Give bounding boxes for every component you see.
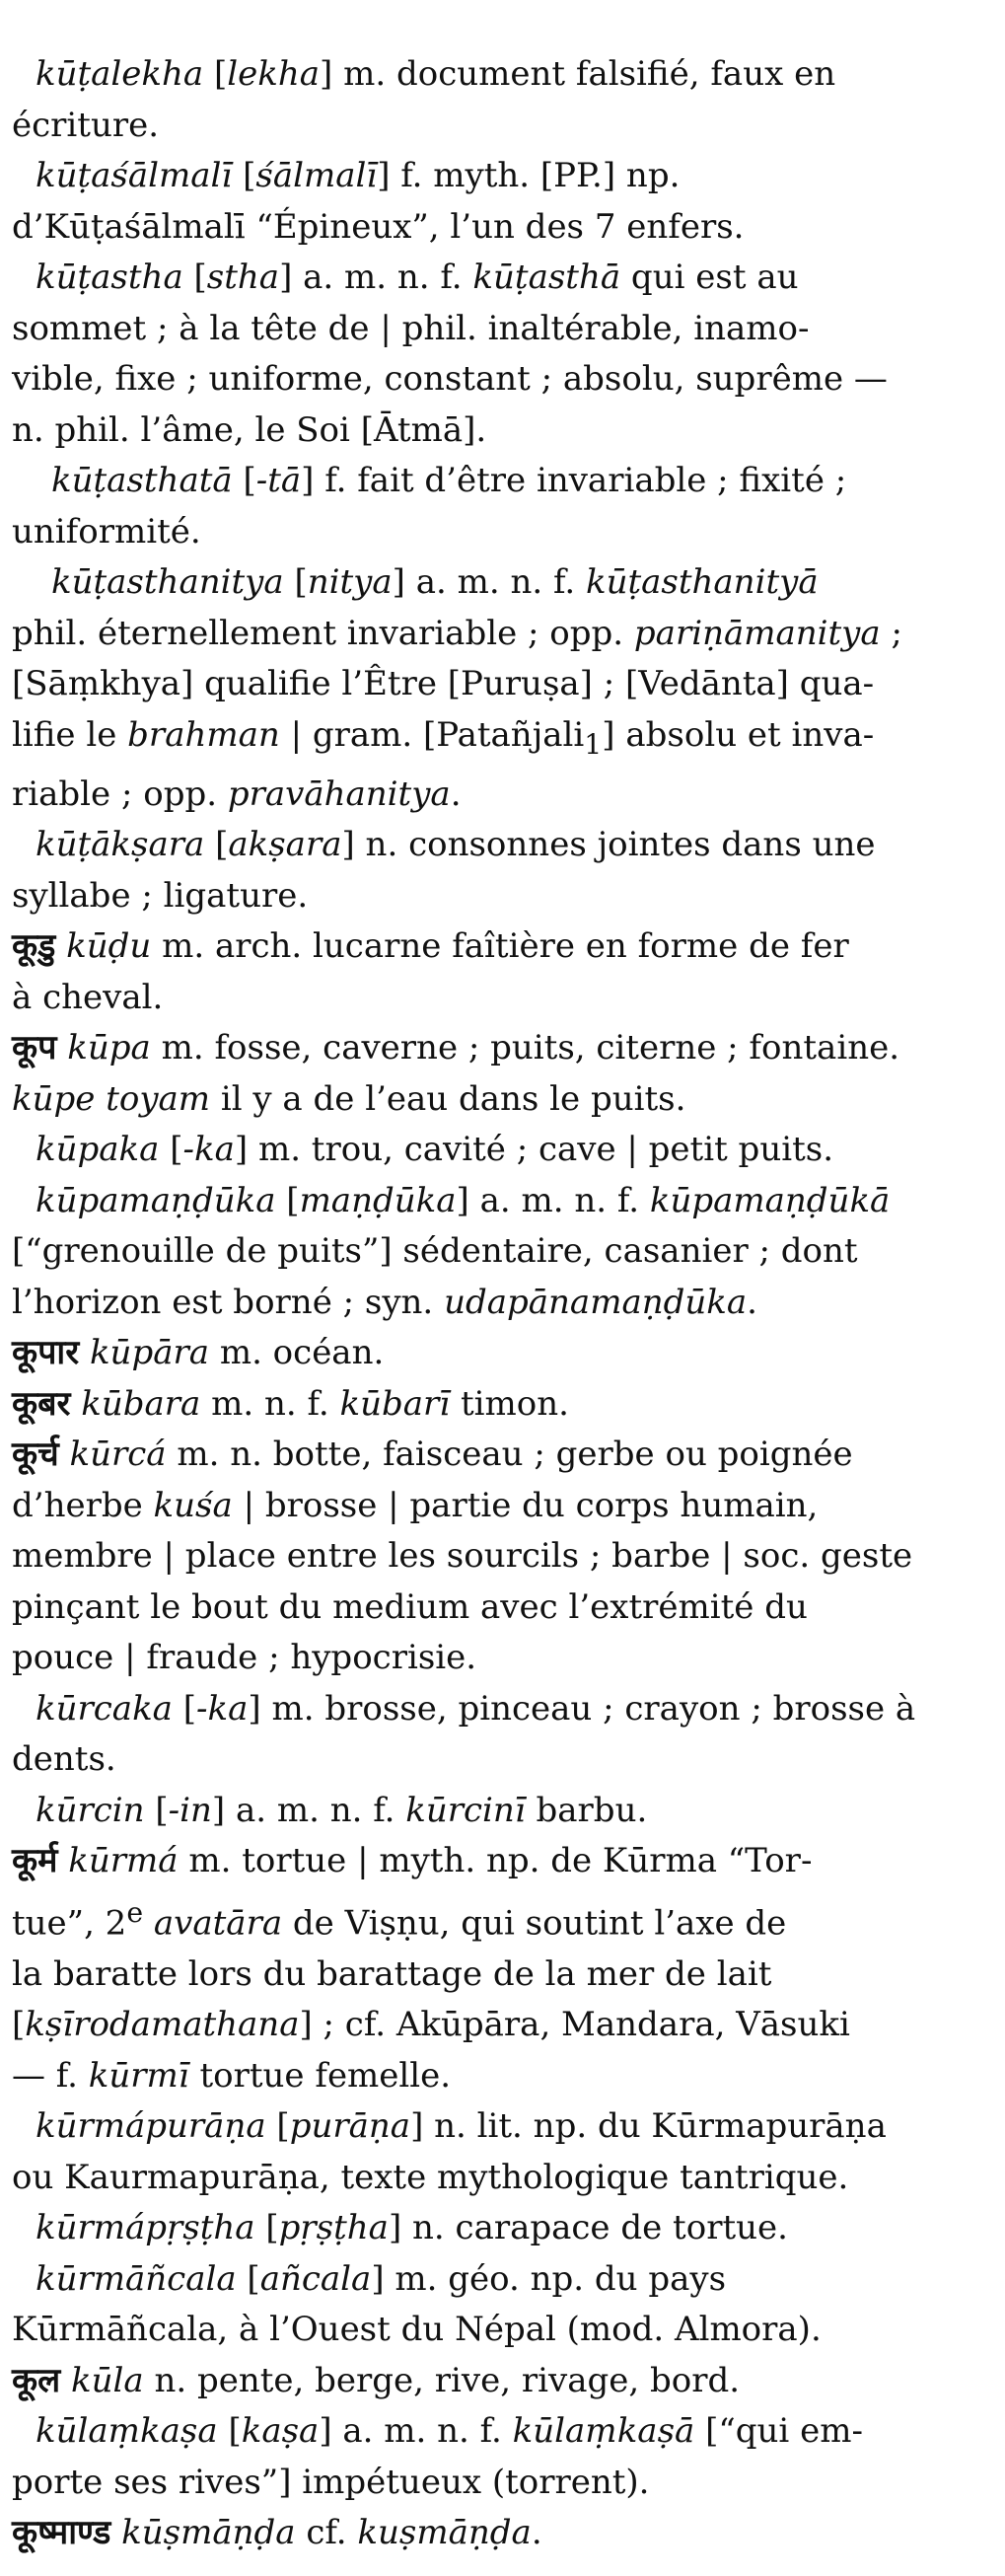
dictionary-entry bbox=[12, 557, 940, 820]
entry-first-line: kūrcaka [-ka] m. brosse, pinceau ; crayon ; brosse à bbox=[36, 1688, 916, 1729]
entry-continuation-line: phil. éternellement invariable ; opp. pariṇāmanitya ; bbox=[12, 613, 902, 653]
entry-first-line: kūrmāñcala [añcala] m. géo. np. du pays bbox=[36, 2258, 727, 2299]
entry-continuation-line: [“grenouille de puits”] sédentaire, casanier ; dont bbox=[12, 1231, 858, 1272]
entry-continuation-line: sommet ; à la tête de | phil. inaltérable, inamo- bbox=[12, 308, 810, 348]
entry-first-line: कूबर kūbara m. n. f. kūbarī timon. bbox=[12, 1383, 569, 1424]
dictionary-entry bbox=[12, 1176, 940, 1329]
entry-continuation-line: uniformité. bbox=[12, 511, 201, 552]
dictionary-entry bbox=[12, 49, 940, 151]
dictionary-entry bbox=[12, 1023, 940, 1125]
entry-continuation-line: porte ses rives”] impétueux (torrent). bbox=[12, 2462, 650, 2502]
dictionary-entry bbox=[12, 1379, 940, 1431]
entry-continuation-line: l’horizon est borné ; syn. udapānamaṇḍūka. bbox=[12, 1282, 757, 1322]
dictionary-entry bbox=[12, 253, 940, 456]
entry-continuation-line: pinçant le bout du medium avec l’extrémité du bbox=[12, 1586, 808, 1627]
entry-first-line: कूष्माण्ड kūṣmāṇḍa cf. kuṣmāṇḍa. bbox=[12, 2513, 542, 2553]
entry-continuation-line: riable ; opp. pravāhanitya. bbox=[12, 773, 462, 814]
dictionary-entry bbox=[12, 1684, 940, 1786]
entry-first-line: kūpamaṇḍūka [maṇḍūka] a. m. n. f. kūpamaṇḍūkā bbox=[36, 1180, 891, 1220]
entry-first-line: kūṭākṣara [akṣara] n. consonnes jointes dans une bbox=[36, 825, 876, 865]
entry-continuation-line: — f. kūrmī tortue femelle. bbox=[12, 2055, 452, 2096]
entry-continuation-line: à cheval. bbox=[12, 977, 164, 1017]
entry-continuation-line: dents. bbox=[12, 1739, 116, 1780]
dictionary-entry bbox=[12, 2203, 940, 2254]
dictionary-entry bbox=[12, 1125, 940, 1176]
dictionary-entry bbox=[12, 921, 940, 1023]
entry-first-line: kūṭasthatā [-tā] f. fait d’être invariable ; fixité ; bbox=[51, 461, 847, 500]
dictionary-entry bbox=[12, 151, 940, 253]
entry-first-line: कूल kūla n. pente, berge, rive, rivage, bord. bbox=[12, 2360, 741, 2400]
entry-first-line: kūṭaśālmalī [śālmalī] f. myth. [PP.] np. bbox=[36, 156, 681, 195]
entry-continuation-line: syllabe ; ligature. bbox=[12, 875, 309, 916]
entry-continuation-line: d’Kūṭaśālmalī “Épineux”, l’un des 7 enfers. bbox=[12, 206, 745, 247]
entry-first-line: kūṭastha [stha] a. m. n. f. kūṭasthā qui est au bbox=[36, 258, 799, 297]
entry-first-line: kūrcin [-in] a. m. n. f. kūrcinī barbu. bbox=[36, 1790, 648, 1830]
entry-continuation-line: [kṣīrodamathana] ; cf. Akūpāra, Mandara, Vāsuki bbox=[12, 2005, 850, 2045]
dictionary-entry bbox=[12, 2508, 940, 2559]
entry-continuation-line: tue”, 2e avatāra de Viṣṇu, qui soutint l’axe de bbox=[12, 1895, 787, 1944]
entry-continuation-line: kūpe toyam il y a de l’eau dans le puits. bbox=[12, 1078, 686, 1119]
dictionary-entry bbox=[12, 820, 940, 921]
dictionary-entry bbox=[12, 2356, 940, 2407]
entry-continuation-line: d’herbe kuśa | brosse | partie du corps humain, bbox=[12, 1485, 819, 1525]
entry-continuation-line: la baratte lors du barattage de la mer de lait bbox=[12, 1953, 772, 1994]
dictionary-entry bbox=[12, 1328, 940, 1379]
dictionary-entry bbox=[12, 1836, 940, 2101]
dictionary-entry bbox=[12, 2406, 940, 2508]
entry-continuation-line: Kūrmāñcala, à l’Ouest du Népal (mod. Almora). bbox=[12, 2310, 822, 2350]
entry-continuation-line: [Sāṃkhya] qualifie l’Être [Puruṣa] ; [Vedānta] qua- bbox=[12, 664, 875, 703]
dictionary-entry bbox=[12, 2101, 940, 2203]
entry-first-line: कूर्म kūrmá m. tortue | myth. np. de Kūrma “Tor- bbox=[12, 1841, 813, 1881]
entry-first-line: kūrmápurāṇa [purāṇa] n. lit. np. du Kūrmapurāṇa bbox=[36, 2106, 887, 2147]
entry-first-line: kūrmápṛṣṭha [pṛṣṭha] n. carapace de tortue. bbox=[36, 2208, 788, 2248]
entry-first-line: kūṭasthanitya [nitya] a. m. n. f. kūṭasthanityā bbox=[51, 562, 819, 602]
entry-first-line: kūlaṃkaṣa [kaṣa] a. m. n. f. kūlaṃkaṣā [“qui em- bbox=[36, 2411, 863, 2452]
entry-continuation-line: membre | place entre les sourcils ; barbe | soc. geste bbox=[12, 1536, 913, 1577]
entry-continuation-line: vible, fixe ; uniforme, constant ; absolu, suprême — bbox=[12, 359, 888, 399]
entry-continuation-line: écriture. bbox=[12, 105, 160, 145]
entry-continuation-line: pouce | fraude ; hypocrisie. bbox=[12, 1638, 477, 1678]
dictionary-entry bbox=[12, 1430, 940, 1684]
entry-first-line: kūṭalekha [lekha] m. document falsifié, faux en bbox=[36, 54, 836, 94]
dictionary-entry bbox=[12, 456, 940, 557]
entry-first-line: कूप kūpa m. fosse, caverne ; puits, citerne ; fontaine. bbox=[12, 1028, 900, 1068]
entry-continuation-line: lifie le brahman | gram. [Patañjali$_1$] absolu et inva- bbox=[12, 714, 875, 761]
entry-continuation-line: ou Kaurmapurāṇa, texte mythologique tantrique. bbox=[12, 2157, 849, 2197]
dictionary-entry bbox=[12, 2254, 940, 2356]
dictionary-entry bbox=[12, 1786, 940, 1837]
entry-first-line: कूर्च kūrcá m. n. botte, faisceau ; gerbe ou poignée bbox=[12, 1435, 853, 1475]
entry-continuation-line: n. phil. l’âme, le Soi [Ātmā]. bbox=[12, 409, 487, 450]
entry-first-line: kūpaka [-ka] m. trou, cavité ; cave | petit puits. bbox=[36, 1130, 834, 1170]
entry-first-line: कूपार kūpāra m. océan. bbox=[12, 1333, 385, 1373]
entry-first-line: कूडु kūḍu m. arch. lucarne faîtière en forme de fer bbox=[12, 926, 849, 967]
